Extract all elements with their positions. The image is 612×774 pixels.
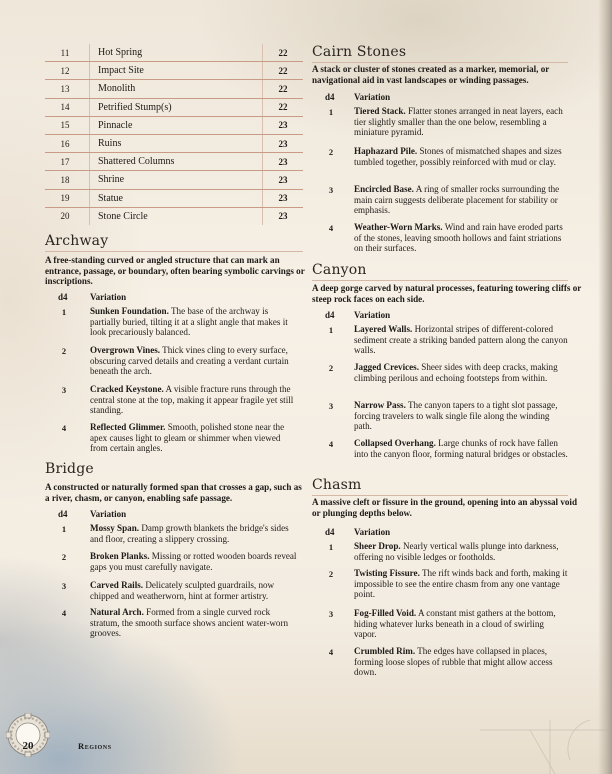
roll-number: 2 — [328, 569, 334, 579]
roll-number: 3 — [328, 609, 334, 619]
landmark-cell: Pinnacle — [90, 116, 263, 134]
page-cell: 22 — [263, 62, 304, 80]
item-name: Overgrown Vines. — [90, 345, 161, 355]
item-name: Twisting Fissure. — [354, 568, 420, 578]
landmark-cell: Shattered Columns — [90, 153, 263, 171]
page-cell: 23 — [263, 153, 304, 171]
item-name: Jagged Crevices. — [354, 362, 419, 372]
table-row — [45, 134, 303, 152]
page-cell: 22 — [263, 80, 304, 98]
item-name: Collapsed Overhang. — [354, 438, 436, 448]
page-cell: 23 — [263, 116, 304, 134]
page-cell: 23 — [263, 134, 304, 152]
item-name: Mossy Span. — [90, 523, 140, 533]
item-name: Sheer Drop. — [354, 541, 401, 551]
item-text: A visible fracture runs through the central stone at the top, making it appear fragile yet still standing. — [90, 384, 294, 416]
landmark-cell: Ruins — [90, 134, 263, 152]
table-row — [45, 207, 303, 225]
section-description: A massive cleft or fissure in the ground, opening into an abyssal void or plunging depths below. — [312, 497, 578, 518]
item-text: Damp growth blankets the bridge's sides and floor, creating a slippery crossing. — [90, 523, 289, 544]
item-name: Haphazard Pile. — [354, 146, 418, 156]
page-cell: 23 — [263, 171, 304, 189]
variation-header — [58, 509, 126, 519]
roll-number: 4 — [61, 608, 67, 618]
page-cell: 23 — [263, 189, 304, 207]
table-row — [45, 116, 303, 134]
item-text: Formed from a single curved rock stratum, the smooth surface shows ancient water-worn grooves. — [90, 607, 289, 639]
variation-header — [325, 92, 390, 102]
item-text: Wind and rain have eroded parts of the stones, leaving smooth hollows and faint striations on their surfaces. — [354, 222, 563, 254]
page-cell: 23 — [263, 207, 304, 225]
die-label: d4 — [325, 527, 335, 537]
variation-header — [325, 310, 390, 320]
roll-cell: 13 — [45, 80, 90, 98]
roll-number: 4 — [328, 647, 334, 657]
item-name: Narrow Pass. — [354, 400, 406, 410]
item-text: Smooth, polished stone near the apex causes light to gleam or shimmer when viewed from certain angles. — [90, 422, 285, 454]
roll-number: 3 — [61, 581, 67, 591]
landmark-cell: Hot Spring — [90, 44, 263, 62]
item-name: Cracked Keystone. — [90, 384, 164, 394]
item-text: A constant mist gathers at the bottom, hiding whatever lurks beneath in a cloud of swirling vapor. — [354, 608, 556, 640]
item-text: The base of the archway is partially buried, tilting it at a slight angle that makes it look precariously balanced. — [90, 306, 288, 338]
landmark-cell: Stone Circle — [98, 210, 148, 222]
roll-number: 4 — [61, 423, 67, 433]
section-title-archway: Archway — [45, 233, 109, 249]
section-description: A deep gorge carved by natural processes, featuring towering cliffs or steep rock faces on each side. — [312, 283, 582, 304]
landmark-table — [45, 44, 303, 225]
item-name: Broken Planks. — [90, 551, 150, 561]
section-title-bridge: Bridge — [45, 461, 94, 477]
item-text: A ring of smaller rocks surrounding the main cairn suggests deliberate placement for stability or emphasis. — [354, 184, 560, 216]
section-description: A stack or cluster of stones created as a marker, memorial, or navigational aid in vast landscapes or winding passages. — [312, 64, 550, 85]
die-label: d4 — [58, 509, 68, 519]
item-text: Flatter stones arranged in neat layers, each tier slightly smaller than the one below, resembling a miniature pyramid. — [354, 106, 563, 138]
roll-number: 2 — [328, 147, 334, 157]
roll-number: 4 — [328, 439, 334, 449]
roll-cell: 12 — [45, 62, 90, 80]
landmark-cell: Monolith — [90, 80, 263, 98]
roll-number: 1 — [61, 307, 67, 317]
variation-label: Variation — [90, 509, 127, 519]
variation-label: Variation — [354, 310, 391, 320]
item-name: Reflected Glimmer. — [90, 422, 166, 432]
table-row — [45, 44, 303, 62]
table-row — [45, 80, 303, 98]
section-title-canyon: Canyon — [312, 262, 367, 278]
item-text: Stones of mismatched shapes and sizes tumbled together, possibly reinforced with mud or clay. — [354, 146, 562, 167]
item-text: Horizontal stripes of different-colored sediment create a striking banded pattern along the canyon walls. — [354, 324, 568, 356]
roll-cell: 20 — [45, 207, 90, 225]
variation-label: Variation — [354, 92, 391, 102]
roll-number: 2 — [61, 346, 67, 356]
chapter-title: Regions — [78, 741, 112, 751]
item-text: Thick vines cling to every surface, obscuring carved details and creating a verdant curtain beneath the arch. — [90, 345, 289, 377]
table-row — [45, 171, 303, 189]
item-text: Large chunks of rock have fallen into the canyon floor, forming natural bridges or obstacles. — [354, 438, 568, 459]
landmark-cell: Statue — [90, 189, 263, 207]
section-title-chasm: Chasm — [312, 477, 362, 493]
variation-header — [58, 292, 126, 302]
table-row — [45, 189, 303, 207]
die-label: d4 — [58, 292, 68, 302]
item-text: Sheer sides with deep cracks, making climbing perilous and echoing footsteps from within. — [354, 362, 558, 383]
roll-number: 1 — [328, 107, 334, 117]
item-name: Tiered Stack. — [354, 106, 406, 116]
roll-number: 2 — [328, 363, 334, 373]
roll-cell: 11 — [45, 44, 90, 62]
roll-number: 2 — [61, 552, 67, 562]
roll-number: 1 — [328, 325, 334, 335]
section-title-cairn-stones: Cairn Stones — [312, 44, 407, 60]
roll-cell: 14 — [45, 98, 90, 116]
item-name: Crumbled Rim. — [354, 646, 416, 656]
item-name: Natural Arch. — [90, 607, 144, 617]
roll-number: 3 — [328, 401, 334, 411]
page-cell: 22 — [263, 98, 304, 116]
roll-number: 1 — [61, 524, 67, 534]
item-name: Fog-Filled Void. — [354, 608, 417, 618]
item-text: Missing or rotted wooden boards reveal gaps you must carefully navigate. — [90, 551, 297, 572]
table-row — [45, 153, 303, 171]
item-name: Carved Rails. — [90, 580, 144, 590]
table-row — [45, 98, 303, 116]
section-description: A free-standing curved or angled structure that can mark an entrance, passage, or boundary, often bearing symbolic carvings or inscriptions. — [45, 255, 305, 287]
item-text: The edges have collapsed in places, forming loose slopes of rubble that might allow access down. — [354, 646, 553, 678]
item-text: The canyon tapers to a tight slot passage, forcing travelers to walk single file along the winding path. — [354, 400, 558, 432]
roll-number: 1 — [328, 542, 334, 552]
item-name: Encircled Base. — [354, 184, 414, 194]
item-name: Sunken Foundation. — [90, 306, 169, 316]
page-number: 20 — [22, 740, 34, 752]
landmark-cell: Petrified Stump(s) — [90, 98, 263, 116]
die-label: d4 — [325, 310, 335, 320]
section-rule — [312, 495, 568, 496]
landmark-cell: Impact Site — [90, 62, 263, 80]
roll-number: 3 — [328, 185, 334, 195]
variation-label: Variation — [90, 292, 127, 302]
die-label: d4 — [325, 92, 335, 102]
item-text: Delicately sculpted guardrails, now chipped and weatherworn, hint at former artistry. — [90, 580, 275, 601]
roll-number: 3 — [61, 385, 67, 395]
page-edge-shadow — [598, 0, 612, 774]
variation-header — [325, 527, 390, 537]
item-text: The rift winds back and forth, making it impossible to see the entire chasm from any one vantage point. — [354, 568, 568, 600]
landmark-cell: Shrine — [90, 171, 263, 189]
roll-cell: 16 — [45, 134, 90, 152]
roll-cell: 18 — [45, 171, 90, 189]
roll-cell: 15 — [45, 116, 90, 134]
roll-cell: 17 — [45, 153, 90, 171]
item-text: Nearly vertical walls plunge into darkness, offering no visible ledges or footholds. — [354, 541, 559, 562]
section-description: A constructed or naturally formed span that crosses a gap, such as a river, chasm, or canyon, enabling safe passage. — [45, 482, 302, 503]
table-row — [45, 62, 303, 80]
map-lines-decoration — [470, 720, 612, 774]
item-name: Weather-Worn Marks. — [354, 222, 443, 232]
roll-cell: 19 — [45, 189, 90, 207]
item-name: Layered Walls. — [354, 324, 413, 334]
variation-label: Variation — [354, 527, 391, 537]
page-cell: 22 — [263, 44, 304, 62]
section-rule — [312, 280, 568, 281]
section-rule — [312, 62, 568, 63]
section-rule — [45, 251, 303, 252]
roll-number: 4 — [328, 223, 334, 233]
